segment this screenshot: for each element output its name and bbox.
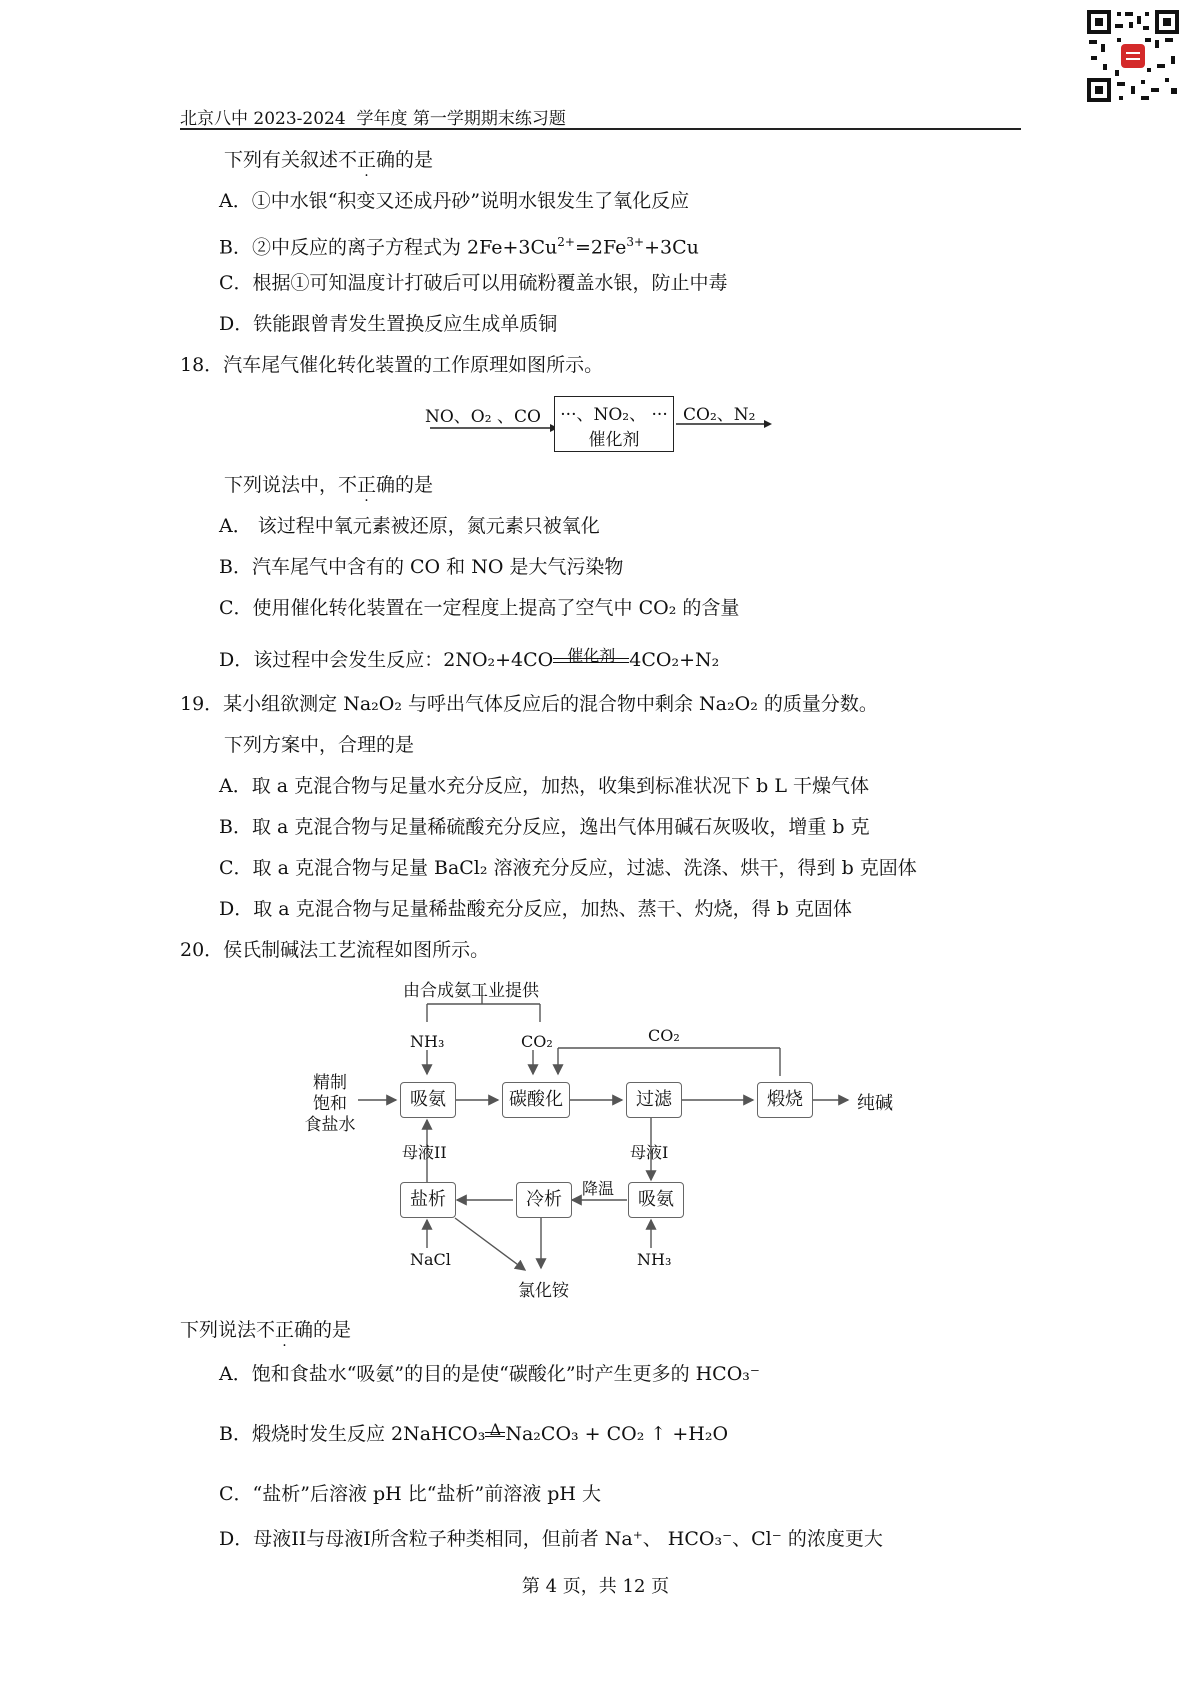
q17-option-a: A．①中水银“积变又还成丹砂”说明水银发生了氧化反应 bbox=[219, 190, 690, 212]
flow-box-lengxi: 冷析 bbox=[516, 1182, 572, 1218]
q19-option-b: B．取 a 克混合物与足量稀硫酸充分反应，逸出气体用碱石灰吸收，增重 b 克 bbox=[219, 816, 870, 838]
q19-option-a: A．取 a 克混合物与足量水充分反应，加热，收集到标准状况下 b L 干燥气体 bbox=[219, 775, 870, 797]
flow-product: 纯碱 bbox=[857, 1093, 893, 1114]
q18-catalyst-box: ···、NO₂、 ··· 催化剂 bbox=[554, 396, 674, 452]
q20-stem: 20．侯氏制碱法工艺流程如图所示。 bbox=[180, 939, 490, 961]
q17-option-b: B．②中反应的离子方程式为 $2Fe+3Cu^{2+}=2Fe^{3+}+3Cu$ bbox=[219, 235, 699, 259]
flow-box-yanxi: 盐析 bbox=[400, 1182, 456, 1218]
emphasis-dots: 不正确 bbox=[256, 1319, 314, 1341]
flow-muye2: 母液II bbox=[402, 1143, 447, 1162]
q18-option-b: B．汽车尾气中含有的 CO 和 NO 是大气污染物 bbox=[219, 556, 624, 578]
flow-feed-l2: 饱和 bbox=[313, 1094, 347, 1114]
flow-box-xian: 吸氨 bbox=[400, 1082, 456, 1118]
q18-prompt: 下列说法中，不正确的是 bbox=[224, 474, 434, 496]
flow-box-guolv: 过滤 bbox=[626, 1082, 682, 1118]
q20-option-b: B．煅烧时发生反应 2NaHCO₃ Δ Na₂CO₃ + CO₂ ↑ +H₂O bbox=[219, 1420, 729, 1445]
flow-box-duanshao: 煅烧 bbox=[757, 1082, 813, 1118]
q20-option-a: A．饱和食盐水“吸氨”的目的是使“碳酸化”时产生更多的 HCO₃⁻ bbox=[219, 1363, 760, 1385]
flow-box-tansuanhua: 碳酸化 bbox=[502, 1082, 570, 1118]
flow-feed-l3: 食盐水 bbox=[304, 1115, 356, 1135]
emphasis-dots: 不正确 bbox=[338, 474, 396, 496]
q17-prompt: 下列有关叙述不正确的是 bbox=[224, 149, 434, 171]
q19-stem: 19．某小组欲测定 Na₂O₂ 与呼出气体反应后的混合物中剩余 Na₂O₂ 的质量分数。 bbox=[180, 693, 878, 715]
flow-source: 由合成氨工业提供 bbox=[403, 981, 539, 1001]
flow-co2-top: CO₂ bbox=[521, 1032, 553, 1051]
q19-option-d: D．取 a 克混合物与足量稀盐酸充分反应，加热、蒸干、灼烧，得 b 克固体 bbox=[219, 898, 852, 920]
flow-jiangwen: 降温 bbox=[582, 1179, 615, 1198]
emphasis-dots: 不正确 bbox=[338, 149, 396, 171]
q17-option-c: C．根据①可知温度计打破后可以用硫粉覆盖水银，防止中毒 bbox=[219, 272, 728, 294]
catalyst-condition: 催化剂 bbox=[567, 646, 616, 665]
q18-option-c: C．使用催化转化装置在一定程度上提高了空气中 CO₂ 的含量 bbox=[219, 597, 740, 619]
flow-co2-recycle: CO₂ bbox=[648, 1026, 680, 1045]
flow-nh3-bottom: NH₃ bbox=[637, 1250, 672, 1269]
flow-muye1: 母液I bbox=[630, 1143, 669, 1162]
q17-option-d: D．铁能跟曾青发生置换反应生成单质铜 bbox=[219, 313, 558, 335]
q18-option-a: A． 该过程中氧元素被还原，氮元素只被氧化 bbox=[219, 515, 600, 537]
q18-stem: 18．汽车尾气催化转化装置的工作原理如图所示。 bbox=[180, 354, 604, 376]
flow-nacl: NaCl bbox=[410, 1250, 451, 1269]
flow-nh3-top: NH₃ bbox=[410, 1032, 445, 1051]
q18-input-label: NO、O₂ 、CO bbox=[425, 407, 541, 427]
q20-prompt: 下列说法不正确的是 bbox=[180, 1319, 352, 1341]
flow-nh4cl: 氯化铵 bbox=[518, 1281, 569, 1301]
flow-box-xian2: 吸氨 bbox=[628, 1182, 684, 1218]
header-school: 北京八中 2023-2024 bbox=[180, 109, 346, 129]
q19-option-c: C．取 a 克混合物与足量 BaCl₂ 溶液充分反应，过滤、洗涤、烘干，得到 b 克固体 bbox=[219, 857, 917, 879]
flow-feed-l1: 精制 bbox=[313, 1073, 347, 1093]
heat-condition: Δ bbox=[489, 1420, 502, 1439]
q20-option-d: D．母液II与母液I所含粒子种类相同，但前者 Na⁺、 HCO₃⁻、Cl⁻ 的浓度更大 bbox=[219, 1528, 883, 1550]
header-term: 学年度 第一学期期末练习题 bbox=[356, 109, 566, 129]
q18-output-label: CO₂、N₂ bbox=[683, 405, 756, 425]
page-footer: 第 4 页，共 12 页 bbox=[521, 1576, 670, 1597]
q18-option-d: D．该过程中会发生反应：2NO₂+4CO 催化剂 4CO₂+N₂ bbox=[219, 646, 720, 671]
q20-option-c: C．“盐析”后溶液 pH 比“盐析”前溶液 pH 大 bbox=[219, 1483, 602, 1505]
q19-prompt: 下列方案中，合理的是 bbox=[224, 734, 415, 756]
